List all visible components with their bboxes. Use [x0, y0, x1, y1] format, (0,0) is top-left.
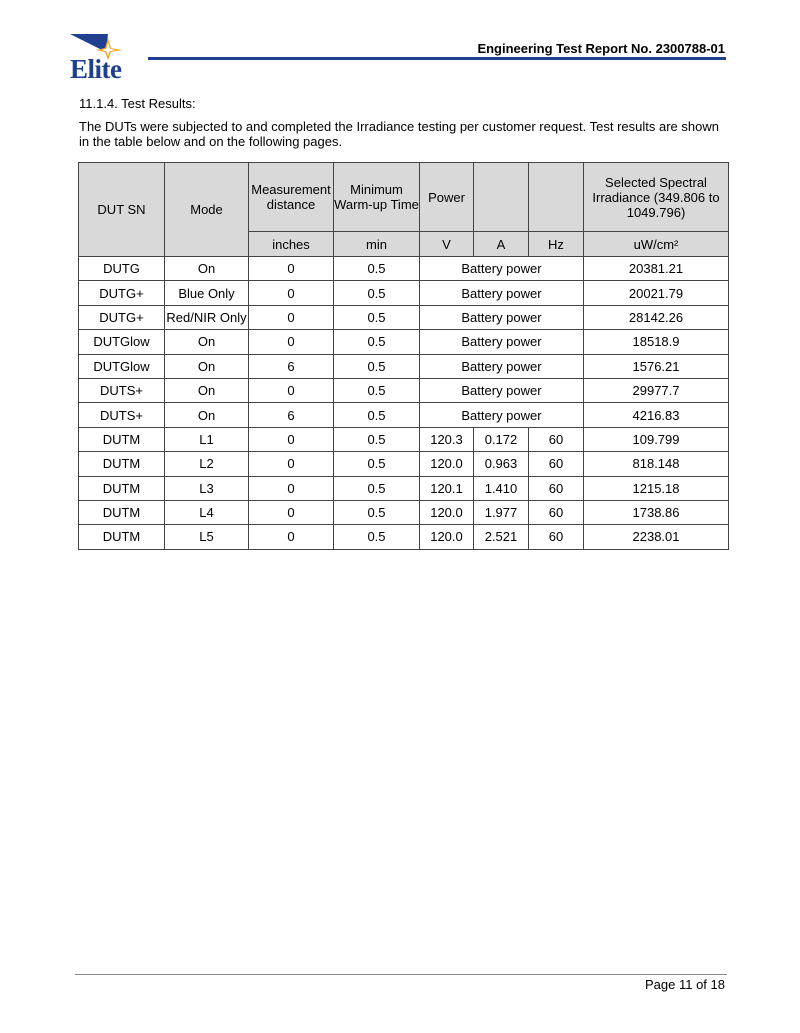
cell-voltage: 120.0	[420, 525, 474, 549]
cell-mode: L1	[165, 427, 249, 451]
cell-distance: 0	[249, 476, 334, 500]
header-power: Power	[420, 163, 474, 232]
cell-warmup: 0.5	[334, 281, 420, 305]
cell-mode: On	[165, 378, 249, 402]
cell-distance: 0	[249, 525, 334, 549]
cell-warmup: 0.5	[334, 354, 420, 378]
cell-sn: DUTS+	[79, 403, 165, 427]
cell-warmup: 0.5	[334, 257, 420, 281]
cell-power: Battery power	[420, 403, 584, 427]
cell-power: Battery power	[420, 257, 584, 281]
cell-mode: Red/NIR Only	[165, 305, 249, 329]
cell-mode: L3	[165, 476, 249, 500]
cell-irradiance: 20021.79	[584, 281, 729, 305]
cell-warmup: 0.5	[334, 500, 420, 524]
cell-irradiance: 4216.83	[584, 403, 729, 427]
cell-irradiance: 1215.18	[584, 476, 729, 500]
cell-power: Battery power	[420, 330, 584, 354]
cell-irradiance: 1738.86	[584, 500, 729, 524]
cell-irradiance: 1576.21	[584, 354, 729, 378]
cell-current: 1.410	[474, 476, 529, 500]
cell-voltage: 120.1	[420, 476, 474, 500]
cell-warmup: 0.5	[334, 452, 420, 476]
header-mode: Mode	[165, 163, 249, 257]
cell-power: Battery power	[420, 378, 584, 402]
cell-mode: Blue Only	[165, 281, 249, 305]
logo-text: Elite	[70, 54, 122, 84]
table-row	[79, 330, 729, 354]
header-dut-sn: DUT SN	[79, 163, 165, 257]
cell-sn: DUTM	[79, 452, 165, 476]
report-title: Engineering Test Report No. 2300788-01	[477, 41, 725, 56]
cell-distance: 6	[249, 354, 334, 378]
cell-mode: On	[165, 330, 249, 354]
table-row	[79, 281, 729, 305]
cell-irradiance: 18518.9	[584, 330, 729, 354]
cell-frequency: 60	[529, 476, 584, 500]
cell-current: 0.963	[474, 452, 529, 476]
cell-irradiance: 28142.26	[584, 305, 729, 329]
page-number: Page 11 of 18	[645, 977, 725, 992]
cell-irradiance: 2238.01	[584, 525, 729, 549]
cell-frequency: 60	[529, 427, 584, 451]
cell-current: 0.172	[474, 427, 529, 451]
cell-mode: On	[165, 403, 249, 427]
cell-irradiance: 20381.21	[584, 257, 729, 281]
header-blank-b	[529, 163, 584, 232]
cell-distance: 0	[249, 257, 334, 281]
cell-distance: 0	[249, 500, 334, 524]
cell-mode: L5	[165, 525, 249, 549]
table-row	[79, 452, 729, 476]
cell-distance: 6	[249, 403, 334, 427]
cell-frequency: 60	[529, 500, 584, 524]
unit-distance: inches	[249, 232, 334, 257]
table-row	[79, 427, 729, 451]
cell-distance: 0	[249, 452, 334, 476]
cell-mode: On	[165, 354, 249, 378]
cell-warmup: 0.5	[334, 476, 420, 500]
cell-irradiance: 29977.7	[584, 378, 729, 402]
table-row	[79, 354, 729, 378]
cell-warmup: 0.5	[334, 305, 420, 329]
unit-irradiance: uW/cm²	[584, 232, 729, 257]
cell-sn: DUTM	[79, 500, 165, 524]
header-divider	[148, 57, 726, 60]
cell-warmup: 0.5	[334, 403, 420, 427]
cell-distance: 0	[249, 305, 334, 329]
cell-current: 2.521	[474, 525, 529, 549]
cell-irradiance: 109.799	[584, 427, 729, 451]
header-warmup: Minimum Warm-up Time	[334, 163, 420, 232]
table-row	[79, 500, 729, 524]
cell-distance: 0	[249, 427, 334, 451]
unit-current: A	[474, 232, 529, 257]
cell-power: Battery power	[420, 305, 584, 329]
cell-frequency: 60	[529, 525, 584, 549]
unit-voltage: V	[420, 232, 474, 257]
footer-divider	[75, 974, 727, 975]
cell-sn: DUTG+	[79, 305, 165, 329]
cell-warmup: 0.5	[334, 525, 420, 549]
cell-sn: DUTG+	[79, 281, 165, 305]
table-row	[79, 378, 729, 402]
cell-power: Battery power	[420, 281, 584, 305]
cell-distance: 0	[249, 281, 334, 305]
unit-frequency: Hz	[529, 232, 584, 257]
cell-sn: DUTGlow	[79, 354, 165, 378]
cell-sn: DUTS+	[79, 378, 165, 402]
cell-mode: L2	[165, 452, 249, 476]
cell-mode: On	[165, 257, 249, 281]
company-logo	[68, 30, 132, 82]
header-blank-a	[474, 163, 529, 232]
test-results-table	[78, 162, 729, 550]
cell-distance: 0	[249, 378, 334, 402]
cell-warmup: 0.5	[334, 330, 420, 354]
table-row	[79, 525, 729, 549]
cell-voltage: 120.3	[420, 427, 474, 451]
cell-current: 1.977	[474, 500, 529, 524]
unit-warmup: min	[334, 232, 420, 257]
cell-sn: DUTG	[79, 257, 165, 281]
table-row	[79, 305, 729, 329]
cell-irradiance: 818.148	[584, 452, 729, 476]
cell-sn: DUTM	[79, 476, 165, 500]
table-row	[79, 476, 729, 500]
cell-distance: 0	[249, 330, 334, 354]
table-row	[79, 403, 729, 427]
cell-warmup: 0.5	[334, 378, 420, 402]
cell-voltage: 120.0	[420, 500, 474, 524]
cell-power: Battery power	[420, 354, 584, 378]
intro-paragraph: The DUTs were subjected to and completed the Irradiance testing per customer request. Test results are shown in the table below and on the following pages.	[79, 119, 719, 149]
cell-voltage: 120.0	[420, 452, 474, 476]
cell-frequency: 60	[529, 452, 584, 476]
cell-sn: DUTGlow	[79, 330, 165, 354]
header-distance: Measurement distance	[249, 163, 334, 232]
section-heading: 11.1.4. Test Results:	[79, 96, 196, 111]
cell-warmup: 0.5	[334, 427, 420, 451]
header-irradiance: Selected Spectral Irradiance (349.806 to 1049.796)	[584, 163, 729, 232]
table-row	[79, 257, 729, 281]
cell-sn: DUTM	[79, 525, 165, 549]
cell-sn: DUTM	[79, 427, 165, 451]
cell-mode: L4	[165, 500, 249, 524]
